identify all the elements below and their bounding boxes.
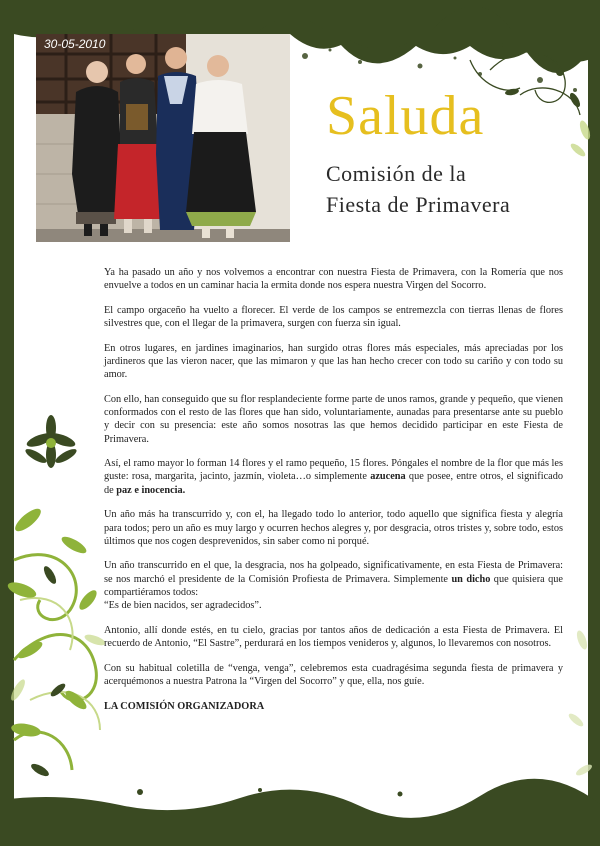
paragraph-4: Con ello, han conseguido que su flor resplandeciente forme parte de unos ramos, grande y pequeño, que vienen conformados con el resto de las flores que han sido, voluntariamente, aunadas para presentarse ante su pueblo y decir con su presencia: este año somos nosotras las que hemos decidido participar en este Fiesta de Primavera.: [104, 393, 563, 445]
signature: LA COMISIÓN ORGANIZADORA: [104, 700, 265, 712]
subtitle-line-1: Comisión de la: [326, 161, 467, 186]
paragraph-5-text-b: que posee, entre otros, el significado de: [104, 471, 564, 496]
paragraph-7-text-b: que quisiera que compartiéramos todos:: [104, 573, 564, 598]
paragraph-7-text-a: Un año transcurrido en el que, la desgracia, nos ha golpeado, significativamente, en esta Fiesta de Primavera: se nos marchó el presidente de la Comisión Profiesta de Primavera. Simplemente: [104, 560, 563, 585]
paragraph-5: [104, 457, 563, 497]
paragraph-6: Un año más ha transcurrido y, con el, ha llegado todo lo anterior, todo aquello que significa fiesta y alegría para todos; pero un año es muy largo y ocurren hechos alegres y, por desgracia, otros tristes y, sobre todo, estos últimos que nos cogen desprevenidos, sin saber como ni porqué.: [104, 509, 563, 547]
paragraph-1: Ya ha pasado un año y nos volvemos a encontrar con nuestra Fiesta de Primavera, con la Romería que nos envuelve a todos en un caminar hacia la ermita donde nos espera nuestra Virgen del Socorro.: [104, 267, 563, 292]
page-subtitle: [326, 158, 510, 220]
paragraph-9: Con su habitual coletilla de “venga, venga”, celebremos esta cuadragésima segunda fiesta de primavera y acerquémonos a nuestra Patrona la “Virgen del Socorro” y que, ella, nos guíe.: [104, 662, 563, 687]
subtitle-line-2: Fiesta de Primavera: [326, 192, 511, 217]
paragraph-7-bold-dicho: un dicho: [451, 573, 491, 585]
paragraph-2: El campo orgaceño ha vuelto a florecer. El verde de los campos se entremezcla con tierras llenas de flores silvestres que, con el llegar de la primavera, surgen con fuerza sin igual.: [104, 304, 563, 330]
paragraph-3: En otros lugares, en jardines imaginarios, han surgido otras flores más especiales, más apreciadas por los jardineros que las vieron nacer, que las mimaron y que las han hecho crecer con todo su cariño y con todo su amor.: [104, 342, 563, 381]
letter-body: [104, 266, 563, 724]
paragraph-5-bold-paz: paz e inocencia.: [116, 484, 186, 496]
paragraph-7-quote: “Es de bien nacidos, ser agradecidos”.: [104, 600, 262, 612]
page-title: Saluda: [326, 85, 485, 147]
group-photo-illustration: [36, 34, 290, 242]
paragraph-7: [104, 559, 563, 612]
photo-date: 30-05-2010: [44, 37, 106, 51]
paragraph-8: Antonio, allí donde estés, en tu cielo, gracias por tantos años de dedicación a esta Fiesta de Primavera. El recuerdo de Antonio, “El Sastre”, perdurará en los tiempos venideros y, algunos, lo llevaremos con nosotros.: [104, 624, 563, 649]
paragraph-5-bold-azucena: azucena: [370, 471, 406, 483]
group-photo: [36, 34, 290, 242]
paragraph-5-text-a: Así, el ramo mayor lo forman 14 flores y el ramo pequeño, 15 flores. Póngales el nombre de la flor que más les guste: rosa, margarita, jacinto, jazmín, violeta…o simplemente: [104, 458, 563, 483]
